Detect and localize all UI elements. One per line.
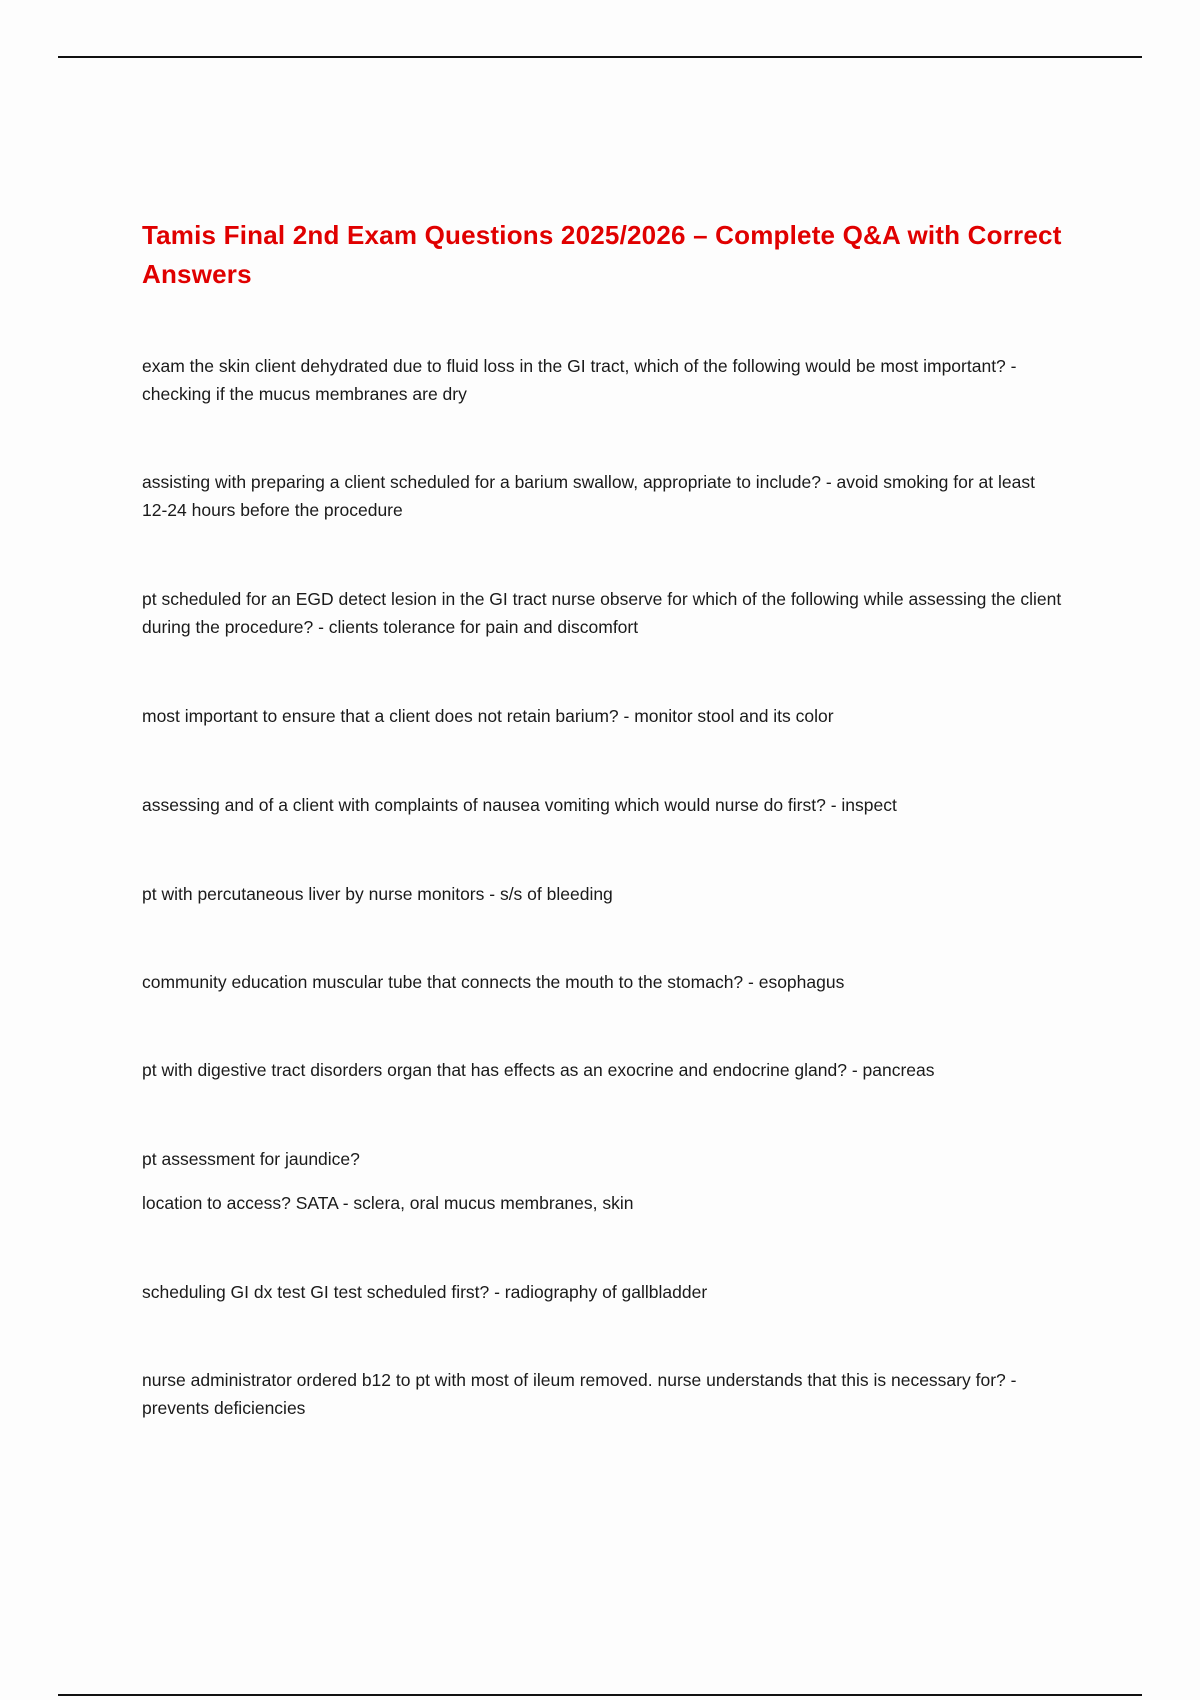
qa-text: nurse administrator ordered b12 to pt with most of ileum removed. nurse understands that this is necessary for? - prevents deficiencies bbox=[142, 1370, 1017, 1418]
qa-item-8 bbox=[142, 1056, 1062, 1084]
qa-text: exam the skin client dehydrated due to fluid loss in the GI tract, which of the following would be most important? - checking if the mucus membranes are dry bbox=[142, 356, 1017, 404]
qa-text: pt with digestive tract disorders organ that has effects as an exocrine and endocrine gland? - pancreas bbox=[142, 1060, 935, 1080]
qa-item-6 bbox=[142, 880, 1062, 908]
top-divider bbox=[58, 56, 1142, 58]
qa-text: scheduling GI dx test GI test scheduled first? - radiography of gallbladder bbox=[142, 1282, 708, 1302]
qa-item-3 bbox=[142, 585, 1062, 641]
qa-answer: location to access? SATA - sclera, oral mucus membranes, skin bbox=[142, 1193, 634, 1213]
qa-text: pt with percutaneous liver by nurse monitors - s/s of bleeding bbox=[142, 884, 613, 904]
qa-item-11 bbox=[142, 1366, 1062, 1422]
qa-item-2 bbox=[142, 468, 1062, 524]
qa-item-7 bbox=[142, 968, 1062, 996]
document-title: Tamis Final 2nd Exam Questions 2025/2026 – Complete Q&A with Correct Answers bbox=[142, 220, 1062, 289]
qa-text: most important to ensure that a client does not retain barium? - monitor stool and its color bbox=[142, 706, 834, 726]
qa-item-5 bbox=[142, 791, 1062, 819]
qa-item-9 bbox=[142, 1145, 1062, 1217]
qa-text: assessing and of a client with complaints of nausea vomiting which would nurse do first? - inspect bbox=[142, 795, 897, 815]
bottom-divider bbox=[58, 1694, 1142, 1696]
qa-item-1 bbox=[142, 352, 1062, 408]
qa-text: pt scheduled for an EGD detect lesion in the GI tract nurse observe for which of the following while assessing the client during the procedure? - clients tolerance for pain and discomfort bbox=[142, 589, 1062, 637]
qa-text: assisting with preparing a client scheduled for a barium swallow, appropriate to include? - avoid smoking for at least 12-24 hours before the procedure bbox=[142, 472, 1035, 520]
qa-text: community education muscular tube that connects the mouth to the stomach? - esophagus bbox=[142, 972, 845, 992]
qa-item-10 bbox=[142, 1278, 1062, 1306]
qa-question: pt assessment for jaundice? bbox=[142, 1149, 360, 1169]
qa-item-4 bbox=[142, 702, 1062, 730]
